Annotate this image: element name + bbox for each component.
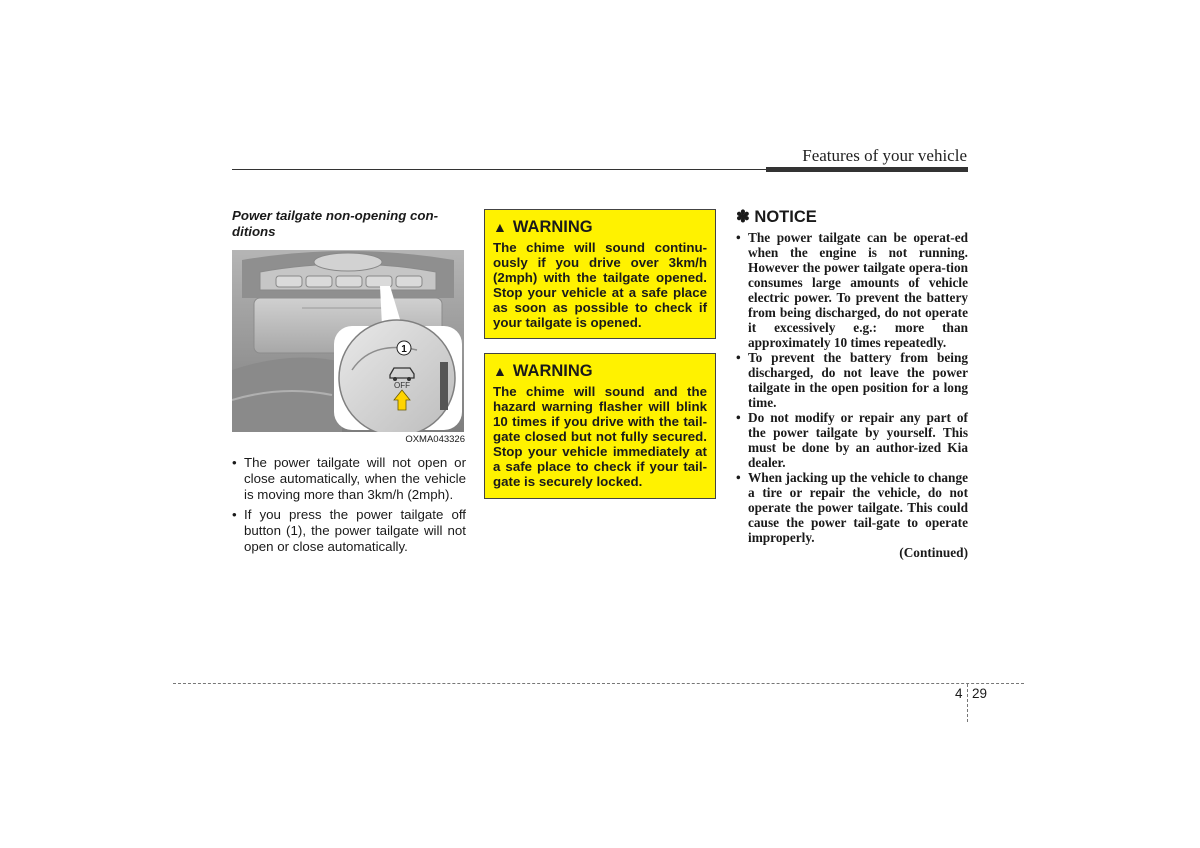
- list-item: • To prevent the battery from being discharged, do not leave the power tailgate in the open position for a long time.: [736, 350, 968, 410]
- page-number: 29: [972, 686, 988, 701]
- off-label: OFF: [394, 381, 410, 390]
- footer-vertical-divider: [967, 684, 968, 722]
- tailgate-switch-photo: [232, 250, 464, 432]
- page-section-number: 4: [955, 686, 963, 701]
- notice-list: [736, 230, 968, 545]
- list-item: • When jacking up the vehicle to change a tire or repair the vehicle, do not operate the power tailgate. This could cause the power tail-gate to operate improperly.: [736, 470, 968, 545]
- section-title: Power tailgate non-opening con-ditions: [232, 208, 439, 239]
- warning-title: WARNING: [512, 362, 593, 380]
- continued-label: (Continued): [899, 545, 968, 560]
- footer-divider: [173, 683, 1024, 684]
- notice-title: NOTICE: [754, 208, 817, 226]
- warning-triangle-icon: ▲: [493, 363, 507, 379]
- list-item: • The power tailgate will not open or close automatically, when the vehicle is moving more than 3km/h (2mph).: [232, 455, 466, 503]
- warning-triangle-icon: ▲: [493, 219, 507, 235]
- list-item: • The power tailgate can be operat-ed when the engine is not running. However the power tailgate opera-tion consumes large amounts of vehicle electric power. To prevent the battery from being discharged, do not operate it excessively e.g.: more than approximately 10 times repeatedly.: [736, 230, 968, 350]
- notice-title-row: [736, 207, 968, 227]
- list-item: • If you press the power tailgate off button (1), the power tailgate will not open or close automatically.: [232, 507, 466, 555]
- warning-title-row: [493, 361, 707, 381]
- notice-symbol-icon: ✽: [736, 208, 750, 226]
- notice-section: [736, 207, 968, 560]
- left-column: [232, 208, 466, 559]
- warning-body: The chime will sound and the hazard warning flasher will blink 10 times if you drive with the tail-gate closed but not fully secured. Stop your vehicle immediately at a safe place to check if your tail-gate is securely locked.: [493, 384, 707, 489]
- condition-list: [232, 455, 466, 555]
- warning-title: WARNING: [512, 218, 593, 236]
- header-bar: [766, 167, 968, 172]
- warning-body: The chime will sound continu-ously if you drive over 3km/h (2mph) with the tailgate opened. Stop your vehicle at a safe place as soon as possible to check if your tailgate is opened.: [493, 240, 707, 330]
- callout-number: 1: [401, 344, 407, 355]
- warning-title-row: [493, 217, 707, 237]
- warning-box: [484, 353, 716, 499]
- tailgate-switch-illustration: [232, 250, 464, 432]
- header-title: Features of your vehicle: [802, 146, 967, 165]
- photo-code: OXMA043326: [405, 434, 465, 445]
- warning-box: [484, 209, 716, 339]
- list-item: • Do not modify or repair any part of the power tailgate by yourself. This must be done by an author-ized Kia dealer.: [736, 410, 968, 470]
